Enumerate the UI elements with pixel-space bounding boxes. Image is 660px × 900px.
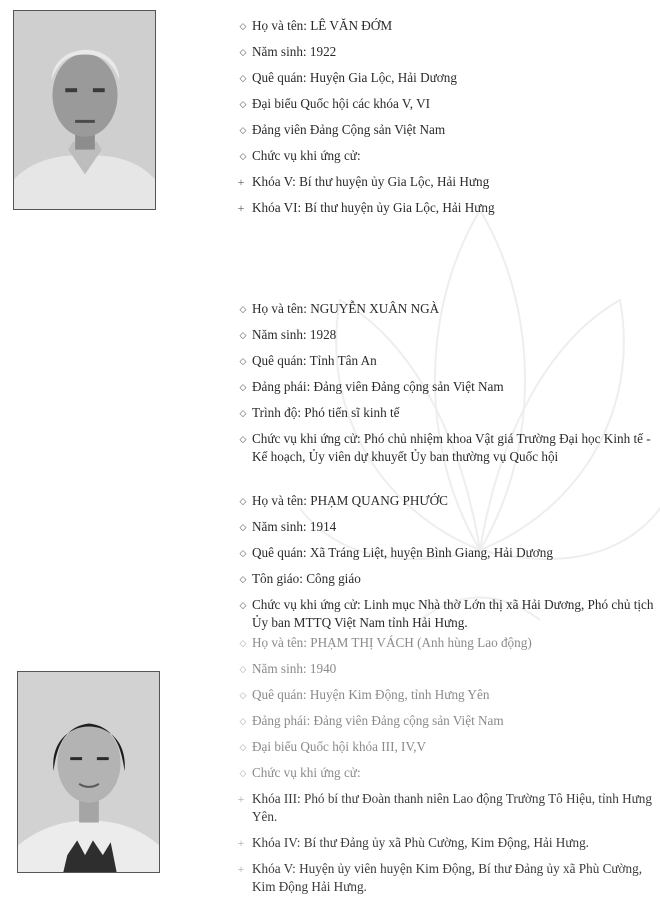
entry-line: ◇ Họ và tên: LÊ VĂN ĐỚM (236, 13, 656, 39)
diamond-bullet-icon: ◇ (239, 664, 247, 674)
entry-line: ◇ Chức vụ khi ứng cử: (236, 143, 656, 169)
entry-line: ◇ Đảng viên Đảng Cộng sản Việt Nam (236, 117, 656, 143)
entry-line: ◇ Quê quán: Huyện Gia Lộc, Hải Dương (236, 65, 656, 91)
entry-line: ◇ Họ và tên: NGUYỄN XUÂN NGÀ (236, 296, 656, 322)
entry-line: ◇ Chức vụ khi ứng cử: Linh mục Nhà thờ Lớn thị xã Hải Dương, Phó chủ tịch Ủy ban MTTQ Việt Nam tỉnh Hải Hưng. (239, 597, 654, 630)
entry-line: + Khóa VI: Bí thư huyện ủy Gia Lộc, Hải Hưng (236, 195, 656, 221)
diamond-bullet-icon: ◇ (239, 716, 247, 726)
plus-bullet-icon: + (237, 792, 245, 806)
diamond-bullet-icon: ◇ (239, 638, 247, 648)
diamond-bullet-icon: ◇ (239, 47, 247, 57)
diamond-bullet-icon: ◇ (239, 21, 247, 31)
entry-line: ◇ Đại biểu Quốc hội các khóa V, VI (236, 91, 656, 117)
entry-line: ◇ Chức vụ khi ứng cử: (236, 760, 656, 786)
entry-line: ◇ Đại biểu Quốc hội khóa III, IV,V (236, 734, 656, 760)
plus-bullet-icon: + (237, 862, 245, 876)
diamond-bullet-icon: ◇ (239, 548, 247, 558)
entry-line: ◇ Năm sinh: 1928 (236, 322, 656, 348)
entry-line: ◇ Trình độ: Phó tiến sĩ kinh tế (236, 400, 656, 426)
entry-pham-thi-vach (236, 630, 656, 900)
entry-line: ◇ Chức vụ khi ứng cử: Phó chủ nhiệm khoa Vật giá Trường Đại học Kinh tế - Kế hoạch, Ủy viên dự khuyết Ủy ban thường vụ Quốc hội (239, 431, 651, 464)
diamond-bullet-icon: ◇ (239, 600, 247, 610)
entry-le-van-dom (236, 13, 656, 221)
entry-line: ◇ Đảng phái: Đảng viên Đảng cộng sản Việt Nam (236, 708, 656, 734)
diamond-bullet-icon: ◇ (239, 742, 247, 752)
diamond-bullet-icon: ◇ (239, 382, 247, 392)
diamond-bullet-icon: ◇ (239, 151, 247, 161)
entry-line: ◇ Họ và tên: PHẠM THỊ VÁCH (Anh hùng Lao động) (236, 630, 656, 656)
diamond-bullet-icon: ◇ (239, 496, 247, 506)
entry-nguyen-xuan-nga (236, 296, 656, 470)
entry-line: ◇ Tôn giáo: Công giáo (236, 566, 656, 592)
diamond-bullet-icon: ◇ (239, 434, 247, 444)
entry-line: ◇ Năm sinh: 1914 (236, 514, 656, 540)
diamond-bullet-icon: ◇ (239, 356, 247, 366)
diamond-bullet-icon: ◇ (239, 125, 247, 135)
entry-line: + Khóa V: Huyện ủy viên huyện Kim Động, Bí thư Đảng ủy xã Phù Cường, Kim Động Hải Hưng. (237, 861, 643, 894)
entry-line: + Khóa V: Bí thư huyện ủy Gia Lộc, Hải Hưng (236, 169, 656, 195)
entry-line: ◇ Quê quán: Huyện Kim Động, tỉnh Hưng Yên (236, 682, 656, 708)
entry-line: + Khóa IV: Bí thư Đảng ủy xã Phù Cường, Kim Động, Hải Hưng. (236, 830, 656, 856)
diamond-bullet-icon: ◇ (239, 73, 247, 83)
entry-pham-quang-phuoc (236, 488, 656, 636)
entry-line: ◇ Năm sinh: 1922 (236, 39, 656, 65)
diamond-bullet-icon: ◇ (239, 768, 247, 778)
entry-line: ◇ Năm sinh: 1940 (236, 656, 656, 682)
portrait-pham-thi-vach (17, 671, 160, 873)
diamond-bullet-icon: ◇ (239, 99, 247, 109)
plus-bullet-icon: + (237, 836, 245, 850)
diamond-bullet-icon: ◇ (239, 574, 247, 584)
entry-line: ◇ Quê quán: Xã Tráng Liệt, huyện Bình Giang, Hải Dương (236, 540, 656, 566)
entry-line: + Khóa III: Phó bí thư Đoàn thanh niên Lao động Trường Tô Hiệu, tỉnh Hưng Yên. (237, 791, 652, 824)
plus-bullet-icon: + (237, 201, 245, 215)
entry-line: ◇ Họ và tên: PHẠM QUANG PHƯỚC (236, 488, 656, 514)
diamond-bullet-icon: ◇ (239, 304, 247, 314)
portrait-le-van-dom (13, 10, 156, 210)
entry-line: ◇ Quê quán: Tỉnh Tân An (236, 348, 656, 374)
diamond-bullet-icon: ◇ (239, 408, 247, 418)
diamond-bullet-icon: ◇ (239, 690, 247, 700)
entry-line: ◇ Đảng phái: Đảng viên Đảng cộng sản Việt Nam (236, 374, 656, 400)
plus-bullet-icon: + (237, 175, 245, 189)
diamond-bullet-icon: ◇ (239, 522, 247, 532)
diamond-bullet-icon: ◇ (239, 330, 247, 340)
